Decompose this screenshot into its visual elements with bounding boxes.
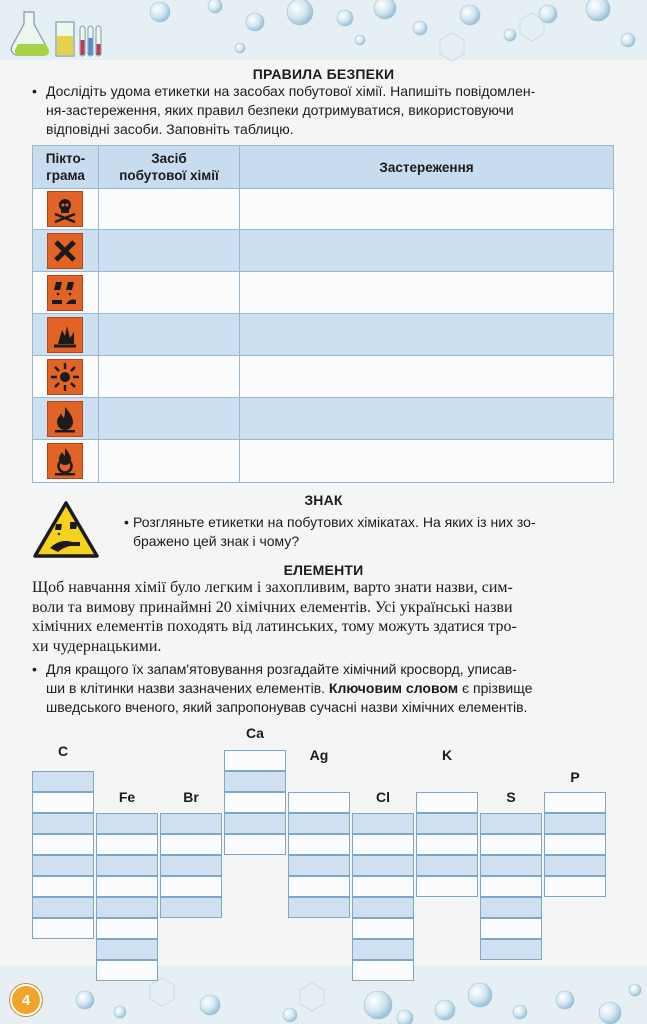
corrosive-warning-icon	[32, 500, 100, 560]
crossword-element-symbol: P	[570, 769, 580, 785]
crossword-element-symbol: Br	[183, 789, 199, 805]
crossword-cell[interactable]	[288, 792, 350, 813]
crossword-cell[interactable]	[96, 855, 158, 876]
sign-question-line: бражено цей знак і чому?	[133, 533, 300, 549]
safety-instruction-line: відповідні засоби. Заповніть таблицю.	[46, 121, 294, 137]
intro-line: Щоб навчання хімії було легким і захопливим, варто знати назви, сим-	[32, 579, 513, 596]
crossword-cell[interactable]	[32, 897, 94, 918]
header-household-product: Засіб побутової хімії	[119, 151, 219, 183]
task-line: Для кращого їх запам'ятовування розгадайте хімічний кросворд, уписав-	[46, 661, 517, 677]
crossword-cell[interactable]	[288, 876, 350, 897]
crossword-cell[interactable]	[480, 813, 542, 834]
crossword-cell[interactable]	[544, 834, 606, 855]
crossword-element-symbol: Fe	[118, 789, 136, 805]
crossword-cell[interactable]	[32, 855, 94, 876]
corrosive-hand-icon	[47, 317, 83, 353]
crossword-cell[interactable]	[32, 834, 94, 855]
bullet-marker: •	[32, 661, 37, 677]
crossword-cell[interactable]	[480, 855, 542, 876]
flammable-flame-icon	[47, 401, 83, 437]
crossword-cell[interactable]	[544, 855, 606, 876]
crossword-cell[interactable]	[288, 897, 350, 918]
crossword-cell[interactable]	[160, 855, 222, 876]
crossword-element-symbol: C	[57, 743, 69, 759]
intro-line: хімічних елементів походять від латинських, тому можуть здатися тро-	[32, 618, 517, 635]
crossword-cell[interactable]	[352, 834, 414, 855]
crossword-cell[interactable]	[480, 876, 542, 897]
crossword-cell[interactable]	[96, 897, 158, 918]
sign-question-line: Розгляньте етикетки на побутових хімікатах. На яких із них зо-	[133, 514, 536, 530]
safety-table-row	[33, 356, 613, 398]
task-line	[46, 679, 532, 698]
corrosive-icon	[47, 275, 83, 311]
crossword-cell[interactable]	[32, 813, 94, 834]
crossword-cell[interactable]	[416, 792, 478, 813]
task-line: шведського вченого, який запропонував сучасні назви хімічних елементів.	[46, 699, 528, 715]
header-warning: Застереження	[379, 159, 474, 175]
explosive-icon	[47, 359, 83, 395]
intro-line: воли та вимову принаймні 20 хімічних елементів. Усі українські назви	[32, 598, 513, 616]
safety-table-row	[33, 314, 613, 356]
crossword-cell[interactable]	[32, 918, 94, 939]
crossword-cell[interactable]	[352, 876, 414, 897]
crossword-cell[interactable]	[416, 813, 478, 834]
safety-table-row	[33, 188, 613, 230]
crossword-cell[interactable]	[544, 813, 606, 834]
crossword-cell[interactable]	[480, 939, 542, 960]
column-divider	[239, 146, 240, 482]
crossword-cell[interactable]	[96, 939, 158, 960]
crossword-element-symbol: S	[506, 789, 516, 805]
crossword-cell[interactable]	[480, 897, 542, 918]
crossword-element-symbol: Cl	[376, 789, 390, 805]
safety-table-row	[33, 230, 613, 272]
crossword-cell[interactable]	[416, 876, 478, 897]
crossword-cell[interactable]	[480, 834, 542, 855]
safety-table-row	[33, 440, 613, 482]
crossword-cell[interactable]	[480, 918, 542, 939]
crossword-cell[interactable]	[160, 876, 222, 897]
toxic-skull-icon	[47, 191, 83, 227]
column-divider	[98, 146, 99, 482]
crossword-cell[interactable]	[288, 855, 350, 876]
crossword-cell[interactable]	[96, 813, 158, 834]
crossword-cell[interactable]	[416, 834, 478, 855]
sign-title: ЗНАК	[304, 492, 343, 508]
crossword-cell[interactable]	[352, 918, 414, 939]
crossword-element-symbol: Ag	[309, 747, 329, 763]
crossword-cell[interactable]	[352, 897, 414, 918]
crossword-cell[interactable]	[32, 771, 94, 792]
crossword-cell[interactable]	[544, 876, 606, 897]
page-number: 4	[10, 984, 42, 1016]
safety-instruction-line: ня-застереження, яких правил безпеки дотримуватися, використовуючи	[46, 102, 514, 118]
crossword-cell[interactable]	[160, 813, 222, 834]
crossword-cell[interactable]	[352, 813, 414, 834]
crossword-cell[interactable]	[96, 834, 158, 855]
crossword-cell[interactable]	[32, 876, 94, 897]
task-text: ши в клітинки назви зазначених елементів.	[46, 680, 326, 696]
crossword-element-symbol: Ca	[246, 725, 264, 741]
keyword-emphasis: Ключовим словом	[328, 680, 459, 696]
bullet-marker: •	[32, 83, 37, 99]
crossword-cell[interactable]	[224, 834, 286, 855]
crossword-cell[interactable]	[224, 771, 286, 792]
bullet-marker: •	[124, 514, 129, 530]
elements-intro	[32, 578, 614, 658]
lab-glassware-icon	[8, 8, 108, 60]
safety-table-row	[33, 272, 613, 314]
crossword-cell[interactable]	[352, 855, 414, 876]
safety-instruction-line: Дослідіть удома етикетки на засобах побутової хімії. Напишіть повідомлен-	[46, 83, 536, 99]
crossword-cell[interactable]	[160, 834, 222, 855]
crossword-cell[interactable]	[160, 897, 222, 918]
crossword-cell[interactable]	[96, 876, 158, 897]
elements-title: ЕЛЕМЕНТИ	[283, 562, 364, 578]
crossword-cell[interactable]	[32, 792, 94, 813]
oxidizer-flame-icon	[47, 443, 83, 479]
safety-table	[32, 145, 614, 483]
crossword-grid	[32, 721, 610, 959]
crossword-cell[interactable]	[288, 834, 350, 855]
harmful-cross-icon	[47, 233, 83, 269]
crossword-cell[interactable]	[544, 792, 606, 813]
header-pictogram: Пікто- грама	[45, 151, 86, 183]
crossword-cell[interactable]	[416, 855, 478, 876]
crossword-cell[interactable]	[224, 750, 286, 771]
crossword-cell[interactable]	[288, 813, 350, 834]
safety-table-row	[33, 398, 613, 440]
task-text: є прізвище	[462, 680, 533, 696]
crossword-element-symbol: K	[441, 747, 453, 763]
crossword-cell[interactable]	[96, 960, 158, 981]
crossword-cell[interactable]	[224, 813, 286, 834]
intro-line: хи чудернацькими.	[32, 637, 162, 655]
crossword-cell[interactable]	[224, 792, 286, 813]
safety-rules-title: ПРАВИЛА БЕЗПЕКИ	[252, 66, 395, 82]
crossword-cell[interactable]	[352, 939, 414, 960]
crossword-cell[interactable]	[96, 918, 158, 939]
crossword-cell[interactable]	[352, 960, 414, 981]
